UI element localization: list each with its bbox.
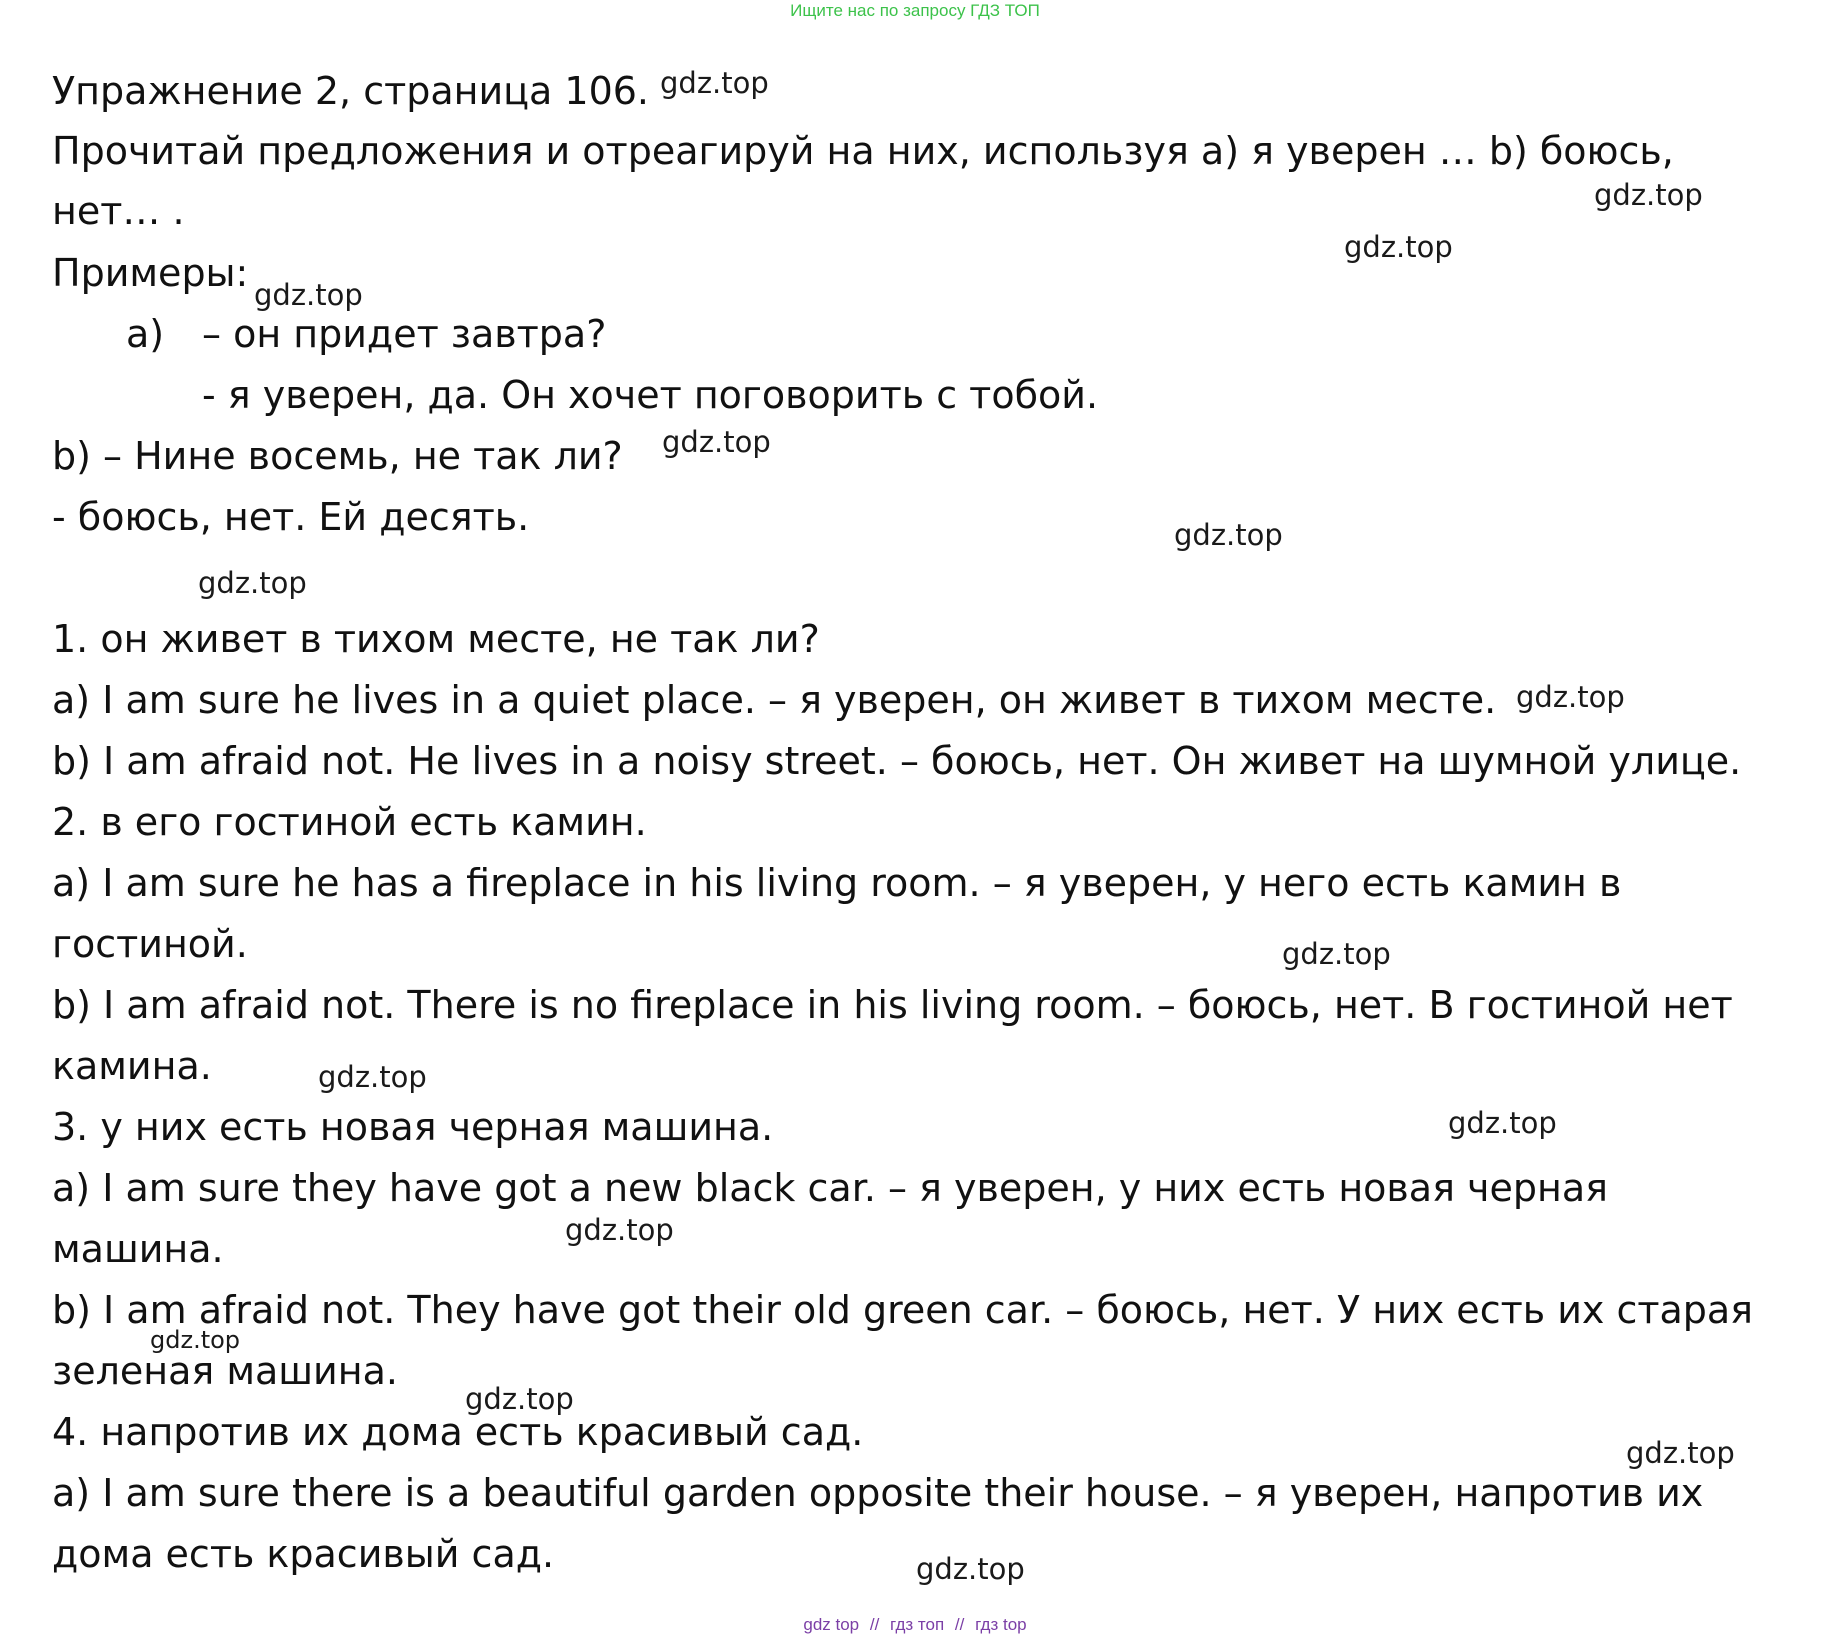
examples-label: Примеры: [52, 251, 249, 295]
example-a-answer: - я уверен, да. Он хочет поговорить с тобой. [202, 373, 1099, 417]
item-3-answer-b-line-1: b) I am afraid not. They have got their old green car. – боюсь, нет. У них есть их старая [52, 1288, 1754, 1332]
watermark: gdz.top [1516, 680, 1625, 714]
watermark: gdz.top [662, 425, 771, 459]
footer-link[interactable]: gdz top [803, 1615, 860, 1634]
item-1-answer-b: b) I am afraid not. He lives in a noisy street. – боюсь, нет. Он живет на шумной улице. [52, 739, 1742, 783]
item-3-answer-a-line-1: a) I am sure they have got a new black car. – я уверен, у них есть новая черная [52, 1166, 1608, 1210]
example-b-question: b) – Нине восемь, не так ли? [52, 434, 623, 478]
watermark: gdz.top [1344, 230, 1453, 264]
watermark: gdz.top [254, 278, 363, 312]
watermark: gdz.top [1448, 1106, 1557, 1140]
footer-link[interactable]: гдз top [975, 1615, 1027, 1634]
item-4-answer-a-line-1: a) I am sure there is a beautiful garden opposite their house. – я уверен, напротив их [52, 1471, 1704, 1515]
watermark: gdz.top [1594, 178, 1703, 212]
top-banner: Ищите нас по запросу ГДЗ ТОП [790, 1, 1040, 20]
example-b-answer: - боюсь, нет. Ей десять. [52, 495, 530, 539]
instruction-line-2: нет… . [52, 189, 185, 233]
footer-separator: // [869, 1615, 880, 1634]
watermark: gdz.top [465, 1382, 574, 1416]
item-2-answer-a-line-1: a) I am sure he has a fireplace in his living room. – я уверен, у него есть камин в [52, 861, 1622, 905]
item-2-answer-b-line-1: b) I am afraid not. There is no fireplace in his living room. – боюсь, нет. В гостиной нет [52, 983, 1733, 1027]
example-a-question: – он придет завтра? [202, 312, 607, 356]
watermark: gdz.top [660, 66, 769, 100]
item-3-answer-a-line-2: машина. [52, 1227, 224, 1271]
footer-separator: // [954, 1615, 965, 1634]
instruction-line-1: Прочитай предложения и отреагируй на них, используя а) я уверен … b) боюсь, [52, 129, 1674, 173]
item-3-prompt: 3. у них есть новая черная машина. [52, 1105, 774, 1149]
watermark: gdz.top [318, 1060, 427, 1094]
item-1-prompt: 1. он живет в тихом месте, не так ли? [52, 617, 820, 661]
item-2-prompt: 2. в его гостиной есть камин. [52, 800, 647, 844]
footer-links [0, 1615, 1830, 1635]
watermark: gdz.top [1282, 937, 1391, 971]
watermark: gdz.top [1174, 518, 1283, 552]
watermark: gdz.top [150, 1326, 241, 1354]
example-a-marker: a) [126, 312, 165, 356]
item-4-answer-a-line-2: дома есть красивый сад. [52, 1532, 555, 1576]
watermark: gdz.top [565, 1213, 674, 1247]
item-2-answer-a-line-2: гостиной. [52, 922, 248, 966]
watermark: gdz.top [198, 566, 307, 600]
watermark: gdz.top [1626, 1436, 1735, 1470]
item-1-answer-a: a) I am sure he lives in a quiet place. – я уверен, он живет в тихом месте. [52, 678, 1497, 722]
item-3-answer-b-line-2: зеленая машина. [52, 1349, 398, 1393]
item-4-prompt: 4. напротив их дома есть красивый сад. [52, 1410, 864, 1454]
item-2-answer-b-line-2: камина. [52, 1044, 212, 1088]
footer-link[interactable]: гдз топ [890, 1615, 945, 1634]
watermark: gdz.top [916, 1552, 1025, 1586]
exercise-title: Упражнение 2, страница 106. [52, 69, 650, 113]
